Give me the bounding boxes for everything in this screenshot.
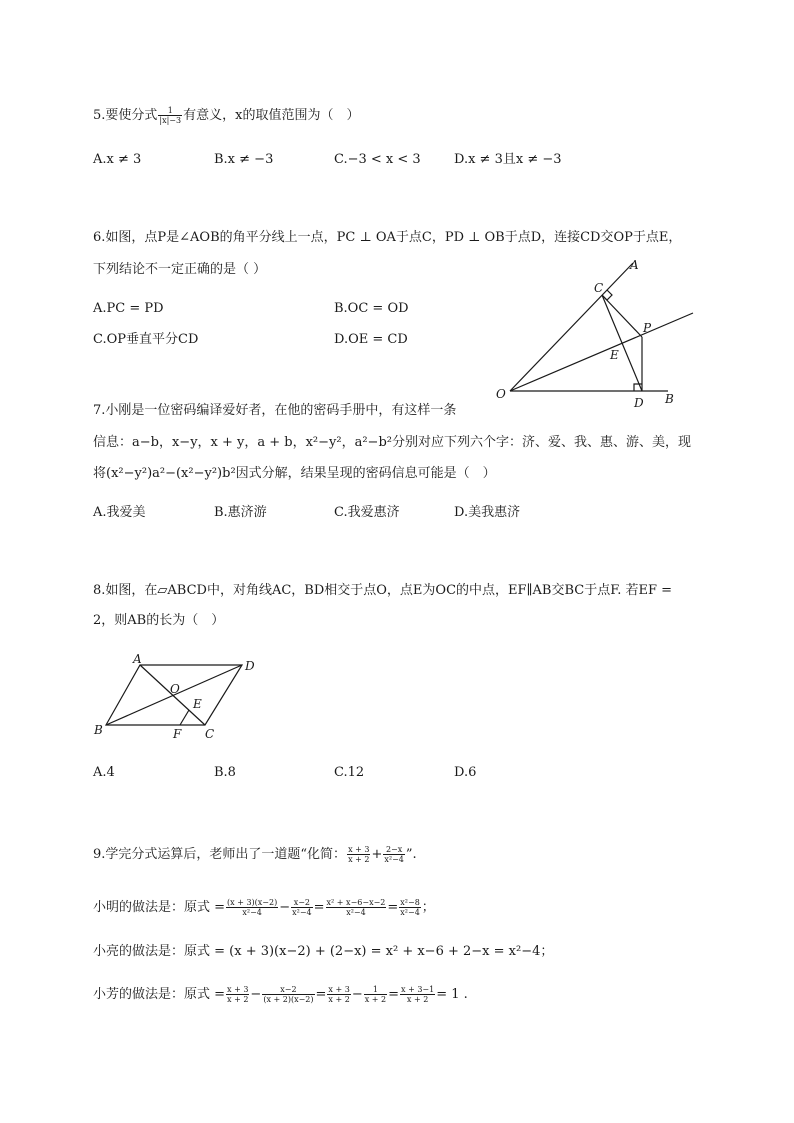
q9-fang-f4-num: 1 [364,985,387,995]
q7-option-a: A.我爱美 [93,505,146,520]
q6-option-c: C.OP垂直平分CD [93,332,199,347]
q7-option-b: B.惠济游 [214,505,267,520]
q6-figure [490,255,705,410]
q9-ming-minus: − [279,900,291,915]
label-c: C [594,281,604,295]
q9-ming-end: ； [421,900,435,915]
q9-ming-f2-den: x²−4 [292,908,312,917]
q9-fang-f5-den: x + 2 [406,995,429,1004]
q9-fang-f3 [327,985,350,1004]
q9-fang-end: = 1 . [436,987,468,1002]
q9-fang-f4-den: x + 2 [364,995,387,1004]
q9-fang-label: 小芳的做法是：原式 = [93,987,226,1002]
q7-stem-line1: 7.小刚是一位密码编译爱好者，在他的密码手册中，有这样一条 [93,403,457,418]
q9-fang-f2-num: x−2 [262,985,314,995]
ray-oa [510,263,633,391]
q9-fang-f3-num: x + 3 [328,985,350,994]
q9-frac-a-num: x + 3 [348,845,370,854]
q9-fang-eq1: = [315,987,327,1002]
label-f: F [173,727,182,741]
q6-option-d: D.OE = CD [334,332,408,347]
q7-stem-line3: 将(x²−y²)a²−(x²−y²)b²因式分解，结果呈现的密码信息可能是（ ） [93,466,496,481]
q9-ming-f4-den: x²−4 [400,908,420,917]
segment-pc [602,295,642,337]
q8-stem-line1: 8.如图，在▱ABCD中，对角线AC，BD相交于点O，点E为OC的中点，EF∥AB交BC于点F. 若EF = [93,583,673,598]
q9-frac-b-den: x²−4 [384,855,404,864]
label-a: A [630,258,639,272]
q5-option-a: A.x ≠ 3 [93,152,142,167]
segment-ef [180,710,189,725]
q9-plus: + [371,847,383,862]
q9-stem [93,845,417,864]
label-b: B [94,723,103,737]
q8-figure [90,650,265,745]
label-o: O [170,682,180,696]
q5-option-b: B.x ≠ −3 [214,152,274,167]
q7-stem-line2: 信息：a−b，x−y，x + y，a + b，x²−y²，a²−b²分别对应下列六个字：济、爱、我、惠、游、美，现 [93,435,691,450]
q9-ming-f3-den: x²−4 [346,908,366,917]
q9-fang-f1 [226,985,249,1004]
q9-fang-minus2: − [351,987,363,1002]
q8-option-d: D.6 [454,765,477,780]
q9-fang-eq2: = [388,987,400,1002]
q9-fang-f3-den: x + 2 [328,995,350,1004]
q5-fraction [158,106,182,125]
label-d: D [245,659,255,673]
q9-fang-f5-num: x + 3−1 [401,985,435,994]
q9-text-after: ”. [405,847,417,862]
q9-fang-f2 [262,985,314,1004]
q9-frac-b [383,845,405,864]
q9-fang-f5 [400,985,435,1004]
q9-ming-f3 [326,898,387,917]
q9-frac-a-den: x + 2 [348,855,370,864]
q6-stem-line1: 6.如图，点P是∠AOB的角平分线上一点，PC ⊥ OA于点C，PD ⊥ OB于点D，连接CD交OP于点E， [93,230,682,245]
label-c: C [205,727,215,741]
q7-option-d: D.美我惠济 [454,505,521,520]
q8-option-b: B.8 [214,765,236,780]
q9-ming-f2-num: x−2 [291,898,313,908]
q6-option-a: A.PC = PD [93,301,164,316]
q9-frac-b-num: 2−x [383,845,405,855]
q9-fang-solution [93,985,468,1004]
label-p: P [643,321,652,335]
q5-option-c: C.−3 < x < 3 [334,152,421,167]
q8-option-a: A.4 [93,765,115,780]
q5-stem [93,106,359,125]
q9-frac-a [347,845,370,864]
q5-option-d: D.x ≠ 3且x ≠ −3 [454,152,562,167]
q9-ming-f2 [291,898,313,917]
q7-option-c: C.我爱惠济 [334,505,400,520]
q9-ming-eq1: = [313,900,325,915]
label-e: E [610,348,619,362]
q8-stem-line2: 2，则AB的长为（ ） [93,613,225,628]
segment-cd [602,295,642,391]
q9-ming-label: 小明的做法是：原式 = [93,900,226,915]
q6-stem-line2: 下列结论不一定正确的是（ ） [93,262,267,277]
q9-fang-f1-num: x + 3 [227,985,249,994]
q5-text-after: 有意义，x的取值范围为（ ） [183,108,360,123]
q9-text-before: 9.学完分式运算后，老师出了一道题“化简： [93,847,347,862]
q9-fang-f1-den: x + 2 [227,995,249,1004]
q9-fang-f2-den: (x + 2)(x−2) [263,995,314,1004]
q9-fang-f4 [364,985,387,1004]
q9-ming-solution [93,898,435,917]
label-d: D [634,396,644,410]
q8-option-c: C.12 [334,765,365,780]
q9-liang-solution: 小亮的做法是：原式 = (x + 3)(x−2) + (2−x) = x² + x−6 + 2−x = x²−4； [93,944,554,959]
q9-ming-f1 [226,898,278,917]
q6-option-b: B.OC = OD [334,301,409,316]
label-e: E [193,697,202,711]
label-b: B [665,392,674,406]
q9-ming-f3-num: x² + x−6−x−2 [326,898,386,907]
q9-ming-f1-den: x²−4 [242,908,262,917]
ray-op [510,313,693,391]
q5-text-before: 5.要使分式 [93,108,158,123]
label-o: O [496,387,506,401]
q5-frac-num: 1 [158,106,182,116]
label-a: A [133,652,142,666]
q9-ming-f4-num: x²−8 [400,898,420,907]
q9-fang-minus: − [250,987,262,1002]
q9-ming-f4 [399,898,421,917]
q9-ming-f1-num: (x + 3)(x−2) [227,898,278,907]
q9-ming-eq2: = [387,900,399,915]
q5-frac-den: |x|−3 [159,116,182,125]
